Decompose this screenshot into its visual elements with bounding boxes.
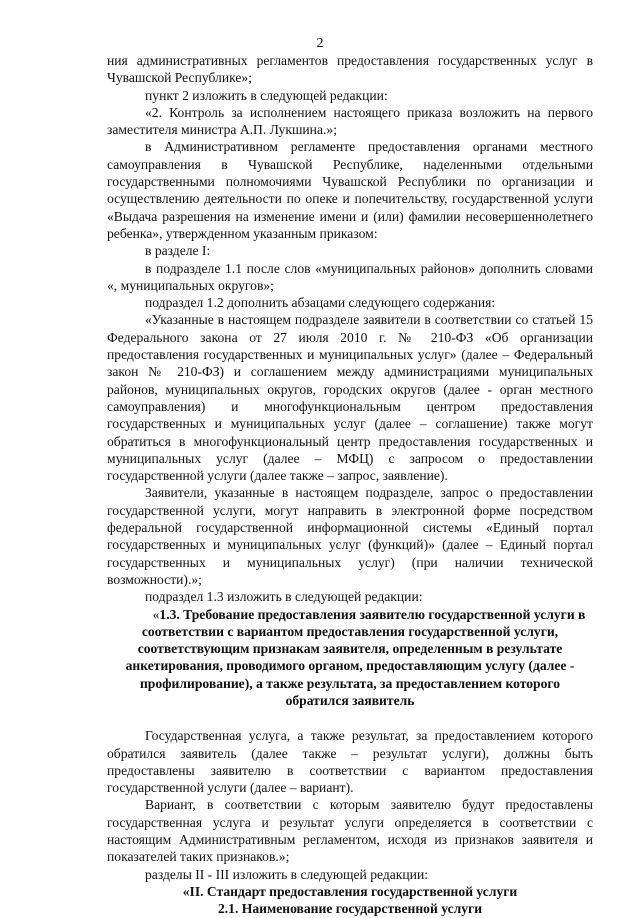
subsection-heading: 2.1. Наименование государственной услуги: [217, 901, 483, 917]
paragraph: «Указанные в настоящем подразделе заявители в соответствии со статьей 15 Федерального закона от 27 июля 2010 г. № 210-ФЗ «Об организации предоставления государственных и муниципальных услуг» (далее – Федеральный закон № 210-ФЗ) и соглашением между администрациями муниципальных районов, муниципальных округов, городских округов (далее - орган местного самоуправления) и многофункциональным центром предоставления государственных и муниципальных услуг (далее – соглашение) также могут обратиться в многофункциональный центр предоставления государственных и муниципальных услуг (далее – МФЦ) с запросом о предоставлении государственной услуги (далее также – запрос, заявление).: [107, 312, 593, 484]
section-heading: «II. Стандарт предоставления государственной услуги: [182, 883, 518, 899]
document-body: [107, 52, 593, 918]
paragraph: в подразделе 1.1 после слов «муниципальных районов» дополнить словами «, муниципальных округов»;: [107, 260, 593, 293]
page-number: 2: [316, 36, 324, 51]
paragraph: подраздел 1.2 дополнить абзацами следующего содержания:: [145, 295, 496, 311]
paragraph: в Административном регламенте предоставления органами местного самоуправления в Чувашской Республике, наделенными отдельными государственными полномочиями Чувашской Республики по организации и осуществлению деятельности по опеке и попечительству, государственной услуги «Выдача разрешения на изменение имени и (или) фамилии несовершеннолетнего ребенка», утвержденном указанным приказом:: [107, 139, 593, 241]
paragraph: Государственная услуга, а также результат, за предоставлением которого обратился заявитель (далее также – результат услуги), должны быть предоставлены заявителю в соответствии с вариантом предоставления государственной услуги (далее – вариант).: [107, 728, 593, 796]
paragraph: Вариант, в соответствии с которым заявителю будут предоставлены государственная услуга и результат услуги определяется в соответствии с настоящим Административным регламентом, исходя из признаков заявителя и показателей таких признаков.»;: [107, 797, 593, 865]
paragraph: Заявители, указанные в настоящем подразделе, запрос о предоставлении государственной услуги, могут направить в электронной форме посредством федеральной государственной информационной системы «Единый портал государственных и муниципальных услуг (функций)» (далее – Единый портал государственных и муниципальных услуг) (при наличии технической возможности).»;: [107, 485, 593, 587]
paragraph: в разделе I:: [145, 243, 211, 259]
opening-quote: «: [152, 606, 160, 622]
spacer: [107, 709, 593, 727]
paragraph: пункт 2 изложить в следующей редакции:: [145, 87, 388, 103]
paragraph: подраздел 1.3 изложить в следующей редакции:: [145, 589, 423, 605]
paragraph: ния административных регламентов предоставления государственных услуг в Чувашской Республике»;: [107, 53, 593, 86]
paragraph: «2. Контроль за исполнением настоящего приказа возложить на первого заместителя министра А.П. Лукшина.»;: [107, 104, 593, 138]
paragraph: разделы II - III изложить в следующей редакции:: [145, 866, 429, 882]
subsection-heading-text: 1.3. Требование предоставления заявителю государственной услуги в соответствии с вариантом предоставления государственной услуги, соответствующим признакам заявителя, определенным в результате анкетирования, проводимого органом, предоставляющим услугу (далее - профилирование), а также результата, за предоставлением которого обратился заявитель: [125, 606, 586, 708]
subsection-heading: [107, 606, 593, 710]
